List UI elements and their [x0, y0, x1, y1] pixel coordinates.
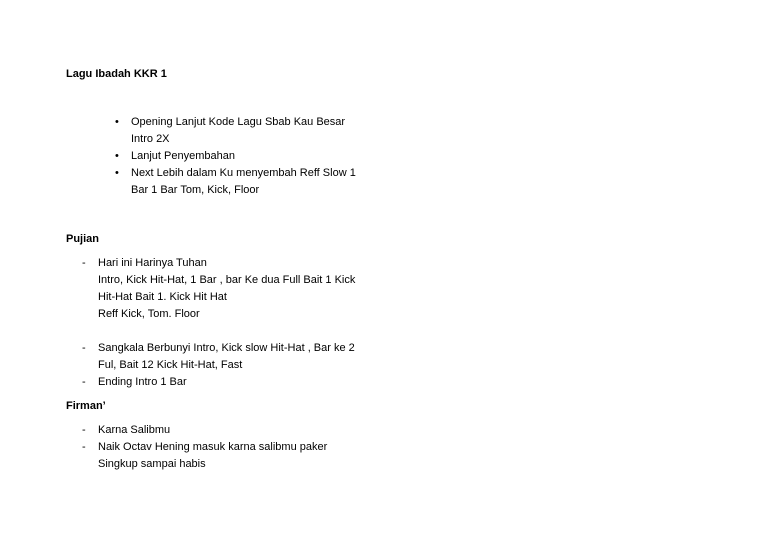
list-item-line: Bar 1 Bar Tom, Kick, Floor [131, 184, 260, 196]
list-spacer [80, 323, 380, 340]
dash-marker: - [82, 342, 86, 354]
firman-list [80, 422, 380, 473]
list-item [113, 165, 373, 199]
dash-marker: - [82, 257, 86, 269]
list-item [80, 374, 380, 391]
list-item-line: Next Lebih dalam Ku menyembah Reff Slow 1 [131, 167, 356, 179]
list-item-line: Hari ini Harinya Tuhan [98, 257, 207, 269]
list-item-line: Sangkala Berbunyi Intro, Kick slow Hit-Hat , Bar ke 2 [98, 342, 355, 354]
list-item-line: Intro, Kick Hit-Hat, 1 Bar , bar Ke dua Full Bait 1 Kick [98, 274, 356, 286]
list-item [80, 422, 380, 439]
list-item [113, 148, 373, 165]
firman-heading: Firman’ [66, 400, 106, 412]
list-item-line: Karna Salibmu [98, 424, 171, 436]
bullet-marker: • [115, 167, 119, 179]
dash-marker: - [82, 424, 86, 436]
list-item-line: Reff Kick, Tom. Floor [98, 308, 200, 320]
dash-marker: - [82, 441, 86, 453]
pujian-heading: Pujian [66, 233, 100, 245]
opening-list [113, 114, 373, 199]
list-item-line: Ending Intro 1 Bar [98, 376, 187, 388]
list-item [80, 340, 380, 374]
list-item-line: Opening Lanjut Kode Lagu Sbab Kau Besar [131, 116, 346, 128]
list-item-line: Singkup sampai habis [98, 458, 206, 470]
dash-marker: - [82, 376, 86, 388]
bullet-marker: • [115, 150, 119, 162]
document-title: Lagu Ibadah KKR 1 [66, 68, 167, 80]
list-item-line: Ful, Bait 12 Kick Hit-Hat, Fast [98, 359, 243, 371]
list-item [113, 114, 373, 148]
list-item-line: Naik Octav Hening masuk karna salibmu paker [98, 441, 328, 453]
list-item-line: Hit-Hat Bait 1. Kick Hit Hat [98, 291, 227, 303]
pujian-list [80, 255, 380, 391]
list-item-line: Intro 2X [131, 133, 170, 145]
list-item [80, 439, 380, 473]
list-item-line: Lanjut Penyembahan [131, 150, 235, 162]
bullet-marker: • [115, 116, 119, 128]
list-item [80, 255, 380, 323]
